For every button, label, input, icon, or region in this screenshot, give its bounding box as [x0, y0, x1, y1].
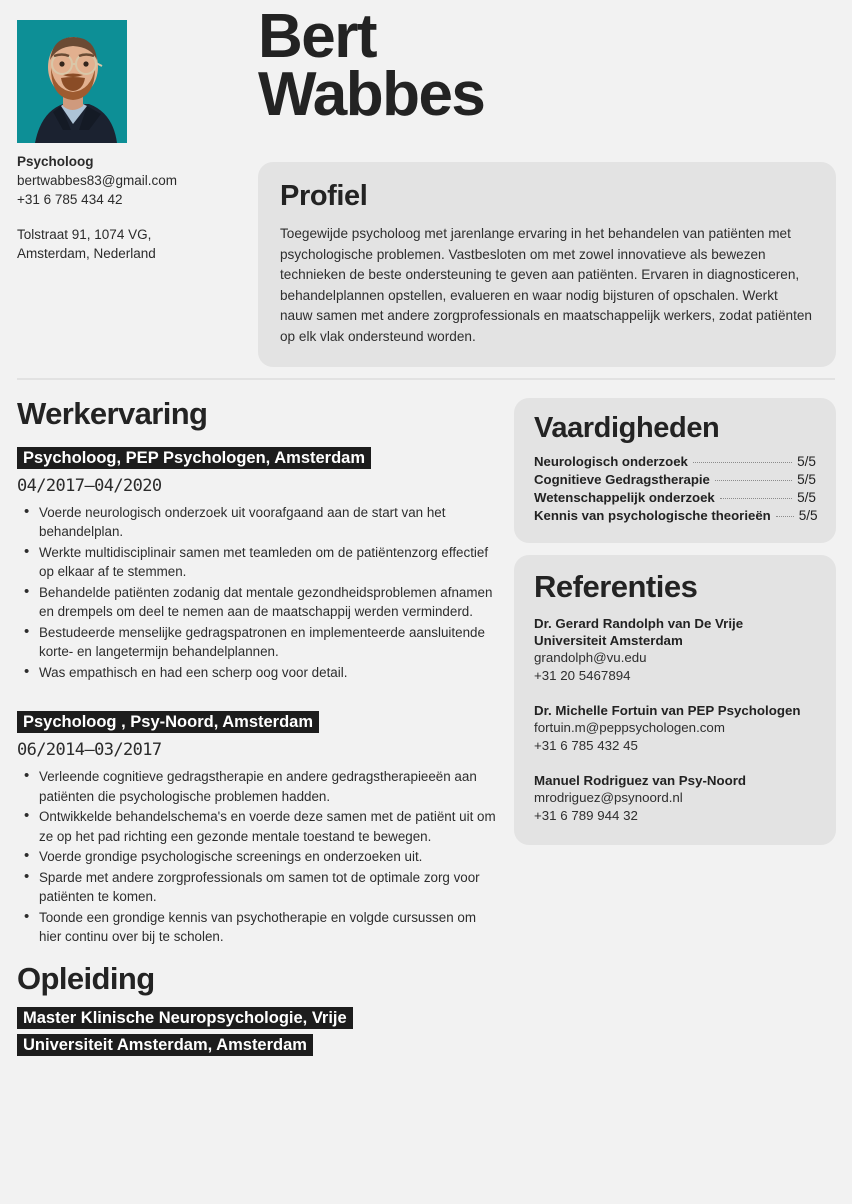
reference-name-line-2: Universiteit Amsterdam: [534, 633, 683, 648]
skill-name: Kennis van psychologische theorieën: [534, 508, 771, 523]
reference-email: mrodriguez@psynoord.nl: [534, 790, 683, 805]
reference-email: fortuin.m@peppsychologen.com: [534, 720, 725, 735]
education-section: [17, 960, 499, 1060]
reference-item: [534, 615, 816, 685]
skill-name: Wetenschappelijk onderzoek: [534, 490, 715, 505]
profile-heading: Profiel: [280, 180, 368, 212]
reference-item: [534, 772, 816, 825]
last-name: Wabbes: [258, 60, 485, 130]
list-item: • Werkte multidisciplinair samen met teamleden om de patiëntenzorg effectief op elkaar af te stemmen.: [17, 543, 499, 582]
experience-bullets: [17, 503, 499, 683]
job-title: Psycholoog: [17, 154, 94, 169]
spacer: [17, 209, 247, 225]
references-heading: Referenties: [534, 569, 698, 604]
education-entry-text: Universiteit Amsterdam, Amsterdam: [17, 1034, 313, 1056]
reference-name-line-1: Manuel Rodriguez van Psy-Noord: [534, 773, 747, 788]
address-line-2: Amsterdam, Nederland: [17, 246, 156, 261]
experience-list: [17, 445, 499, 947]
page-title: [258, 2, 485, 130]
skill-level: 5/5: [797, 490, 816, 505]
experience-item: [17, 445, 499, 683]
list-item: • Verleende cognitieve gedragstherapie en andere gedragstherapieeën aan patiënten die psychologische problemen hadden.: [17, 767, 499, 806]
skill-row: [534, 453, 816, 471]
list-item: • Was empathisch en had een scherp oog voor detail.: [17, 663, 499, 683]
experience-title: Psycholoog , Psy-Noord, Amsterdam: [17, 711, 319, 733]
profile-card: [258, 162, 836, 367]
spacer: [17, 995, 499, 1005]
education-heading: Opleiding: [17, 960, 155, 996]
references-card: [514, 555, 836, 845]
header-divider: [17, 378, 835, 380]
skill-level: 5/5: [798, 508, 818, 523]
experience-dates: 04/2017—04/2020: [17, 475, 162, 496]
address-line-1: Tolstraat 91, 1074 VG,: [17, 227, 152, 242]
experience-heading-wrap: [17, 445, 499, 473]
email-text: bertwabbes83@gmail.com: [17, 173, 178, 188]
profile-text: Toegewijde psycholoog met jarenlange ervaring in het behandelen van patiënten met psychologische problemen. Vastbesloten om met zowel innovatieve als bewezen technieken de beste ondersteuning te geven aan patiënten. Ervaren in diagnosticeren, behandelplannen opstellen, evalueren en waar nodig bijsturen of opschalen. Werkt nauw samen met andere zorgprofessionals en maatschappelijk werkers, zodat patiënten op elk vlak ondersteund worden.: [280, 226, 812, 344]
experience-heading: Werkervaring: [17, 396, 208, 431]
skills-card: [514, 398, 836, 543]
education-entry-line-1: [17, 1005, 353, 1032]
list-item: • Behandelde patiënten zodanig dat mentale gezondheidsproblemen afnamen en drempels om deel te nemen aan de maatschappij werden verminderd.: [17, 583, 499, 622]
reference-email: grandolph@vu.edu: [534, 650, 647, 665]
skills-heading: Vaardigheden: [534, 412, 720, 444]
dot-leader: [776, 516, 794, 517]
skill-name: Neurologisch onderzoek: [534, 454, 688, 469]
experience-title: Psycholoog, PEP Psychologen, Amsterdam: [17, 447, 371, 469]
contact-block: [17, 152, 247, 263]
reference-phone: +31 6 789 944 32: [534, 808, 638, 823]
reference-item: [534, 702, 816, 755]
skill-name: Cognitieve Gedragstherapie: [534, 472, 710, 487]
skill-level: 5/5: [797, 472, 816, 487]
experience-bullets: [17, 767, 499, 947]
profile-photo: [17, 20, 127, 143]
dot-leader: [693, 462, 792, 463]
reference-phone: +31 6 785 432 45: [534, 738, 638, 753]
reference-name-line-1: Dr. Gerard Randolph van De Vrije: [534, 616, 744, 631]
experience-item: [17, 709, 499, 947]
reference-phone: +31 20 5467894: [534, 668, 631, 683]
education-entry-text: Master Klinische Neuropsychologie, Vrije: [17, 1007, 353, 1029]
phone-text: +31 6 785 434 42: [17, 192, 123, 207]
skill-row: [534, 507, 816, 525]
first-name: Bert: [258, 2, 377, 71]
list-item: • Voerde grondige psychologische screenings en onderzoeken uit.: [17, 847, 499, 867]
experience-dates: 06/2014—03/2017: [17, 740, 162, 761]
reference-name-line-1: Dr. Michelle Fortuin van PEP Psychologen: [534, 703, 801, 718]
dot-leader: [715, 480, 792, 481]
list-item: • Toonde een grondige kennis van psychotherapie en volgde cursussen om hier continu over bij te scholen.: [17, 908, 499, 947]
list-item: • Sparde met andere zorgprofessionals om samen tot de optimale zorg voor patiënten te komen.: [17, 868, 499, 907]
experience-heading-wrap: [17, 709, 499, 737]
resume-header: [0, 0, 852, 362]
list-item: • Ontwikkelde behandelschema's en voerde deze samen met de patiënt uit om ze op het pad richting een gezonde mentale toestand te bewegen.: [17, 807, 499, 846]
education-entry-line-2: [17, 1032, 313, 1059]
list-item: • Voerde neurologisch onderzoek uit voorafgaand aan de start van het behandelplan.: [17, 503, 499, 542]
skill-row: [534, 489, 816, 507]
right-column: [514, 398, 836, 845]
skill-level: 5/5: [797, 454, 816, 469]
left-column: [17, 398, 499, 1059]
list-item: • Bestudeerde menselijke gedragspatronen en implementeerde aansluitende korte- en langetermijn behandelplannen.: [17, 623, 499, 662]
skill-row: [534, 471, 816, 489]
dot-leader: [720, 498, 792, 499]
